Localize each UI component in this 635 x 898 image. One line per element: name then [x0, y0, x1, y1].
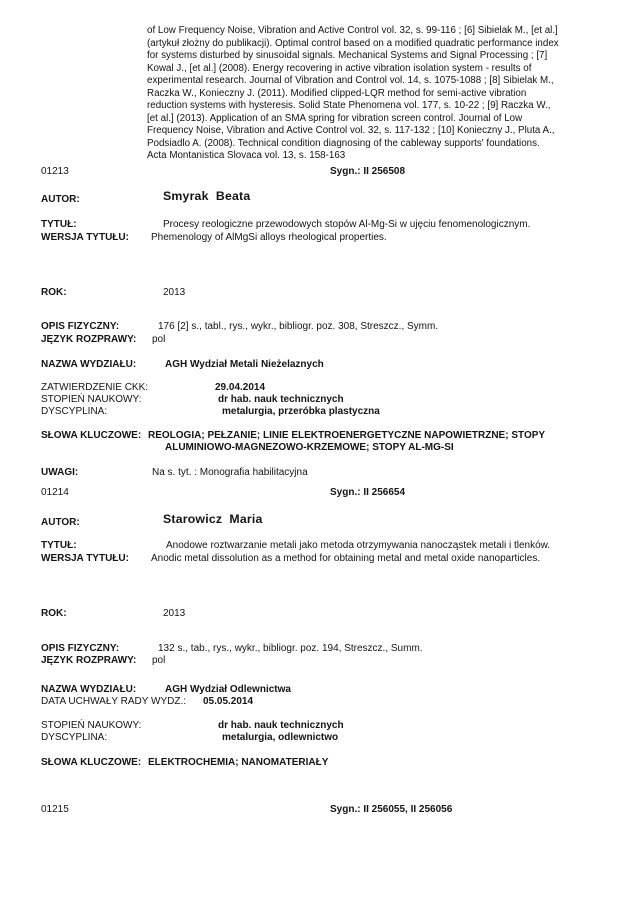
- field-value-nazwa-wydzialu: AGH Wydział Metali Nieżelaznych: [165, 359, 324, 370]
- field-value-dyscyplina: metalurgia, odlewnictwo: [222, 732, 339, 743]
- field-value-data-uchwaly: 05.05.2014: [203, 696, 254, 707]
- field-label-rok: ROK:: [41, 287, 67, 298]
- field-label-tytul: TYTUŁ:: [41, 540, 77, 551]
- field-label-autor: AUTOR:: [41, 517, 80, 528]
- bibliography-line: [et al.] (2013). Application of an SMA spring for vibration screen control. Journal of Low: [147, 112, 523, 124]
- field-label-data-uchwaly: DATA UCHWAŁY RADY WYDZ.:: [41, 696, 187, 707]
- field-label-opis-fizyczny: OPIS FIZYCZNY:: [41, 642, 120, 654]
- field-label-zatwierdzenie-ckk: ZATWIERDZENIE CKK:: [41, 381, 149, 393]
- field-value-autor: Starowicz Maria: [163, 512, 263, 526]
- field-value-nazwa-wydzialu: AGH Wydział Odlewnictwa: [165, 683, 291, 695]
- bibliography-line: Raczka W., Konieczny J. (2011). Modified clipped-LQR method for semi-active vibration: [147, 87, 527, 99]
- bibliography-line: of Low Frequency Noise, Vibration and Active Control vol. 32, s. 99-116 ; [6] Sibielak M., [et al.]: [147, 25, 558, 36]
- field-label-stopien-naukowy: STOPIEŃ NAUKOWY:: [41, 393, 142, 405]
- field-label-opis-fizyczny: OPIS FIZYCZNY:: [41, 321, 120, 332]
- field-label-jezyk-rozprawy: JĘZYK ROZPRAWY:: [41, 333, 137, 345]
- record-signature: Sygn.: II 256055, II 256056: [330, 803, 453, 815]
- bibliography-line: (artykuł złożny do publikacji). Optimal control based on a modified quadratic performance index: [147, 37, 559, 49]
- field-label-slowa-kluczowe: SŁOWA KLUCZOWE:: [41, 756, 142, 768]
- field-value-wersja-tytulu: Anodic metal dissolution as a method for obtaining metal and metal oxide nanoparticles.: [151, 552, 541, 564]
- bibliography-line: Frequency Noise, Vibration and Active Control vol. 32, s. 117-132 ; [10] Konieczny J., Pluta A.,: [147, 125, 555, 136]
- field-label-stopien-naukowy: STOPIEŃ NAUKOWY:: [41, 719, 142, 731]
- field-value-autor: Smyrak Beata: [163, 189, 251, 203]
- field-value-dyscyplina: metalurgia, przeróbka plastyczna: [222, 405, 380, 417]
- bibliography-line: experimental research. Journal of Vibration and Control vol. 14, s. 1075-1088 ; [8] Sibielak M.,: [147, 75, 554, 86]
- field-label-tytul: TYTUŁ:: [41, 219, 77, 230]
- field-label-nazwa-wydzialu: NAZWA WYDZIAŁU:: [41, 359, 137, 370]
- field-label-rok: ROK:: [41, 608, 67, 619]
- bibliography-line: Kowal J., [et al.] (2008). Energy recovering in active vibration isolation system - results of: [147, 62, 532, 74]
- record-number: 01214: [41, 486, 69, 498]
- field-value-jezyk-rozprawy: pol: [152, 333, 166, 345]
- record-signature: Sygn.: II 256508: [330, 166, 406, 177]
- bibliography-line: Podsiadlo A. (2008). Technical condition diagnosing of the cableway supports' foundations.: [147, 137, 540, 149]
- field-value-uwagi: Na s. tyt. : Monografia habilitacyjna: [152, 466, 308, 478]
- field-value-zatwierdzenie-ckk: 29.04.2014: [215, 381, 266, 393]
- field-value-slowa-kluczowe: ELEKTROCHEMIA; NANOMATERIAŁY: [148, 756, 329, 768]
- field-value-stopien-naukowy: dr hab. nauk technicznych: [218, 393, 344, 405]
- field-label-dyscyplina: DYSCYPLINA:: [41, 405, 108, 417]
- field-value-rok: 2013: [163, 287, 186, 298]
- field-label-dyscyplina: DYSCYPLINA:: [41, 732, 108, 743]
- bibliography-line: for systems disturbed by sinusoidal signals. Mechanical Systems and Signal Processing ; [7]: [147, 50, 548, 61]
- field-value-tytul: Anodowe roztwarzanie metali jako metoda otrzymywania nanocząstek metali i tlenków.: [166, 540, 551, 551]
- field-label-nazwa-wydzialu: NAZWA WYDZIAŁU:: [41, 683, 137, 695]
- field-value-tytul: Procesy reologiczne przewodowych stopów Al-Mg-Si w ujęciu fenomenologicznym.: [163, 219, 531, 230]
- field-value-rok: 2013: [163, 608, 186, 619]
- field-value-wersja-tytulu: Phemenology of AlMgSi alloys rheological properties.: [151, 231, 387, 243]
- field-label-slowa-kluczowe: SŁOWA KLUCZOWE:: [41, 429, 142, 441]
- field-value-opis-fizyczny: 176 [2] s., tabl., rys., wykr., bibliogr. poz. 308, Streszcz., Symm.: [158, 321, 439, 332]
- field-label-wersja-tytulu: WERSJA TYTUŁU:: [41, 552, 129, 564]
- field-value-jezyk-rozprawy: pol: [152, 655, 166, 666]
- field-label-uwagi: UWAGI:: [41, 466, 79, 478]
- field-value-opis-fizyczny: 132 s., tab., rys., wykr., bibliogr. poz. 194, Streszcz., Summ.: [158, 642, 423, 654]
- bibliography-line: Acta Montanistica Slovaca vol. 13, s. 158-163: [147, 150, 346, 161]
- field-label-jezyk-rozprawy: JĘZYK ROZPRAWY:: [41, 655, 137, 666]
- field-label-autor: AUTOR:: [41, 194, 80, 205]
- record-number: 01215: [41, 803, 69, 815]
- field-value-slowa-kluczowe-line1: REOLOGIA; PEŁZANIE; LINIE ELEKTROENERGETYCZNE NAPOWIETRZNE; STOPY: [148, 429, 546, 441]
- record-signature: Sygn.: II 256654: [330, 486, 406, 498]
- bibliography-line: reduction systems with hysteresis. Solid State Phenomena vol. 177, s. 10-22 ; [9] Raczka W.,: [147, 100, 551, 111]
- field-value-slowa-kluczowe-line2: ALUMINIOWO-MAGNEZOWO-KRZEMOWE; STOPY AL-MG-SI: [165, 442, 454, 453]
- field-label-wersja-tytulu: WERSJA TYTUŁU:: [41, 231, 129, 243]
- record-number: 01213: [41, 166, 69, 177]
- field-value-stopien-naukowy: dr hab. nauk technicznych: [218, 719, 344, 731]
